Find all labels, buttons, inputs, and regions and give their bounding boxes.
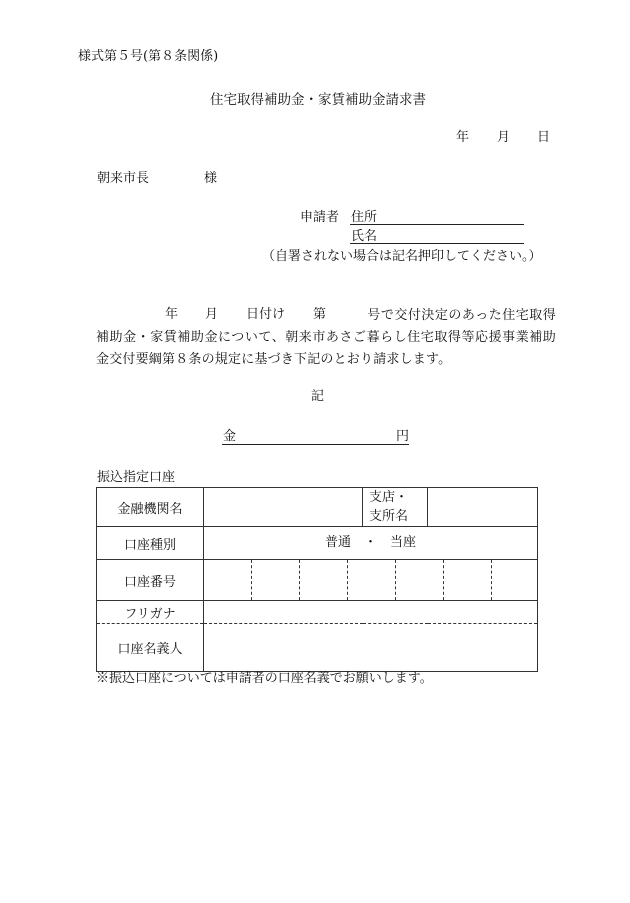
body-dated: 日付け — [246, 307, 286, 322]
digit-divider — [443, 560, 444, 600]
type-label: 口座種別 — [97, 527, 204, 560]
ki-heading: 記 — [311, 389, 325, 404]
digit-divider — [395, 560, 396, 600]
amount-underline — [222, 444, 409, 445]
digit-divider — [491, 560, 492, 600]
name-label: 氏名 — [351, 229, 378, 244]
applicant-note: （自署されない場合は記名押印してください。） — [262, 249, 542, 264]
addressee-name: 朝来市長 — [97, 171, 150, 186]
date-day: 日 — [537, 130, 551, 145]
digit-divider — [251, 560, 252, 600]
document-title: 住宅取得補助金・家賃補助金請求書 — [210, 92, 426, 108]
furigana-row — [97, 601, 538, 624]
holder-row — [97, 624, 538, 672]
holder-input[interactable] — [204, 624, 538, 672]
furigana-input[interactable] — [204, 601, 538, 624]
type-row — [97, 527, 538, 560]
date-year: 年 — [456, 130, 470, 145]
footnote: ※振込口座については申請者の口座名義でお願いします。 — [96, 671, 433, 686]
account-heading: 振込指定口座 — [97, 470, 176, 485]
addressee-honorific: 様 — [204, 171, 218, 186]
address-underline — [350, 224, 524, 225]
body-text: 号で交付決定のあった住宅取得補助金・家賃補助金について、朝来市あさご暮らし住宅取得等応援事業補助金交付要綱第８条の規定に基づき下記のとおり請求します。 — [96, 308, 556, 367]
body-month: 月 — [205, 307, 219, 322]
body-dai: 第 — [313, 307, 327, 322]
account-table — [96, 487, 538, 672]
type-options[interactable]: 普通 ・ 当座 — [204, 527, 538, 560]
branch-input[interactable] — [428, 488, 538, 527]
furigana-label: フリガナ — [97, 601, 204, 624]
date-month: 月 — [497, 130, 511, 145]
bank-label: 金融機関名 — [97, 488, 204, 527]
number-row — [97, 560, 538, 601]
name-underline — [350, 243, 524, 244]
number-label: 口座番号 — [97, 560, 204, 601]
number-input[interactable] — [204, 560, 538, 601]
holder-label: 口座名義人 — [97, 624, 204, 672]
body-year: 年 — [165, 307, 179, 322]
address-label: 住所 — [351, 210, 378, 225]
applicant-label: 申請者 — [300, 210, 340, 225]
digit-divider — [347, 560, 348, 600]
digit-divider — [299, 560, 300, 600]
amount-suffix: 円 — [396, 429, 410, 444]
branch-label: 支店・ 支所名 — [363, 488, 428, 527]
form-number: 様式第５号(第８条関係) — [78, 49, 219, 64]
bank-row — [97, 488, 538, 527]
amount-prefix: 金 — [223, 429, 237, 444]
bank-input[interactable] — [204, 488, 363, 527]
